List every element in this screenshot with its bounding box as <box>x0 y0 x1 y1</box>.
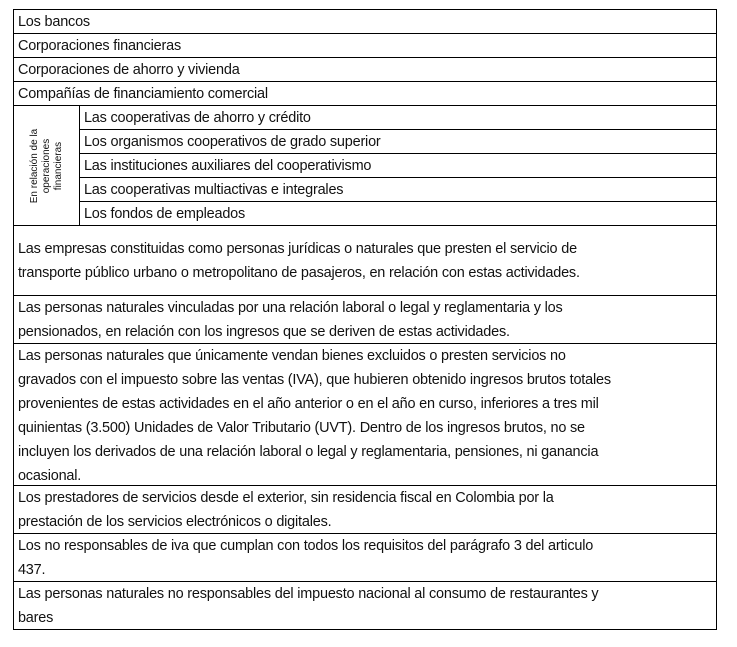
table-row-transporte-publico <box>14 226 716 296</box>
group-label-vertical-text <box>29 111 65 221</box>
cell-text-line: provenientes de estas actividades en el año anterior o en el año en curso, inferiores a tres mil <box>17 396 599 412</box>
group-item-row <box>80 130 716 154</box>
cell-text-line: prestación de los servicios electrónicos o digitales. <box>17 514 332 530</box>
table-group-operaciones-financieras <box>14 106 716 226</box>
cell-text-line: pensionados, en relación con los ingresos que se deriven de estas actividades. <box>17 324 510 340</box>
cell-text-line: Las personas naturales que únicamente vendan bienes excluidos o presten servicios no <box>17 348 566 364</box>
table-row-bienes-excluidos <box>14 344 716 486</box>
cell-text-line: ocasional. <box>17 468 82 484</box>
cell-text-line: Las personas naturales vinculadas por una relación laboral o legal y reglamentaria y los <box>17 300 563 316</box>
cell-text: Las instituciones auxiliares del cooperativismo <box>83 158 372 174</box>
cell-text-line: transporte público urbano o metropolitano de pasajeros, en relación con estas actividades. <box>17 265 580 281</box>
cell-text-line: Los no responsables de iva que cumplan con todos los requisitos del parágrafo 3 del articulo <box>17 538 594 554</box>
cell-text: Corporaciones financieras <box>17 38 182 54</box>
group-label-line: financieras <box>52 141 64 190</box>
table-row-no-responsables-iva <box>14 534 716 582</box>
cell-text-line: bares <box>17 610 54 626</box>
group-item-row <box>80 154 716 178</box>
group-item-row <box>80 202 716 226</box>
cell-text: Las cooperativas multiactivas e integrales <box>83 182 344 198</box>
table-row-corporaciones-ahorro <box>14 58 716 82</box>
table-row-companias-financiamiento <box>14 82 716 106</box>
cell-text: Compañías de financiamiento comercial <box>17 86 268 102</box>
cell-text: Los organismos cooperativos de grado superior <box>83 134 381 150</box>
cell-text: Los fondos de empleados <box>83 206 246 222</box>
group-item-row <box>80 106 716 130</box>
cell-text-line: Las empresas constituidas como personas jurídicas o naturales que presten el servicio de <box>17 241 577 257</box>
cell-text-line: Los prestadores de servicios desde el exterior, sin residencia fiscal en Colombia por la <box>17 490 554 506</box>
cell-text-line: incluyen los derivados de una relación laboral o legal y reglamentaria, pensiones, ni ganancia <box>17 444 599 460</box>
entities-table <box>13 9 717 630</box>
cell-text: Los bancos <box>17 14 90 30</box>
table-row-prestadores-exterior <box>14 486 716 534</box>
group-item-row <box>80 178 716 202</box>
table-row-corporaciones-financieras <box>14 34 716 58</box>
cell-text-line: 437. <box>17 562 46 578</box>
group-label-cell <box>14 106 80 225</box>
table-row-bancos <box>14 10 716 34</box>
table-row-impuesto-consumo <box>14 582 716 630</box>
group-label-line: En relación de la <box>28 128 40 203</box>
table-row-personas-vinculadas <box>14 296 716 344</box>
cell-text: Las cooperativas de ahorro y crédito <box>83 110 311 126</box>
cell-text-line: gravados con el impuesto sobre las ventas (IVA), que hubieren obtenido ingresos brutos totales <box>17 372 611 388</box>
group-label-line: operaciones <box>40 138 52 193</box>
cell-text: Corporaciones de ahorro y vivienda <box>17 62 240 78</box>
cell-text-line: quinientas (3.500) Unidades de Valor Tributario (UVT). Dentro de los ingresos brutos, no se <box>17 420 585 436</box>
cell-text-line: Las personas naturales no responsables del impuesto nacional al consumo de restaurantes y <box>17 586 599 602</box>
group-items <box>80 106 716 225</box>
